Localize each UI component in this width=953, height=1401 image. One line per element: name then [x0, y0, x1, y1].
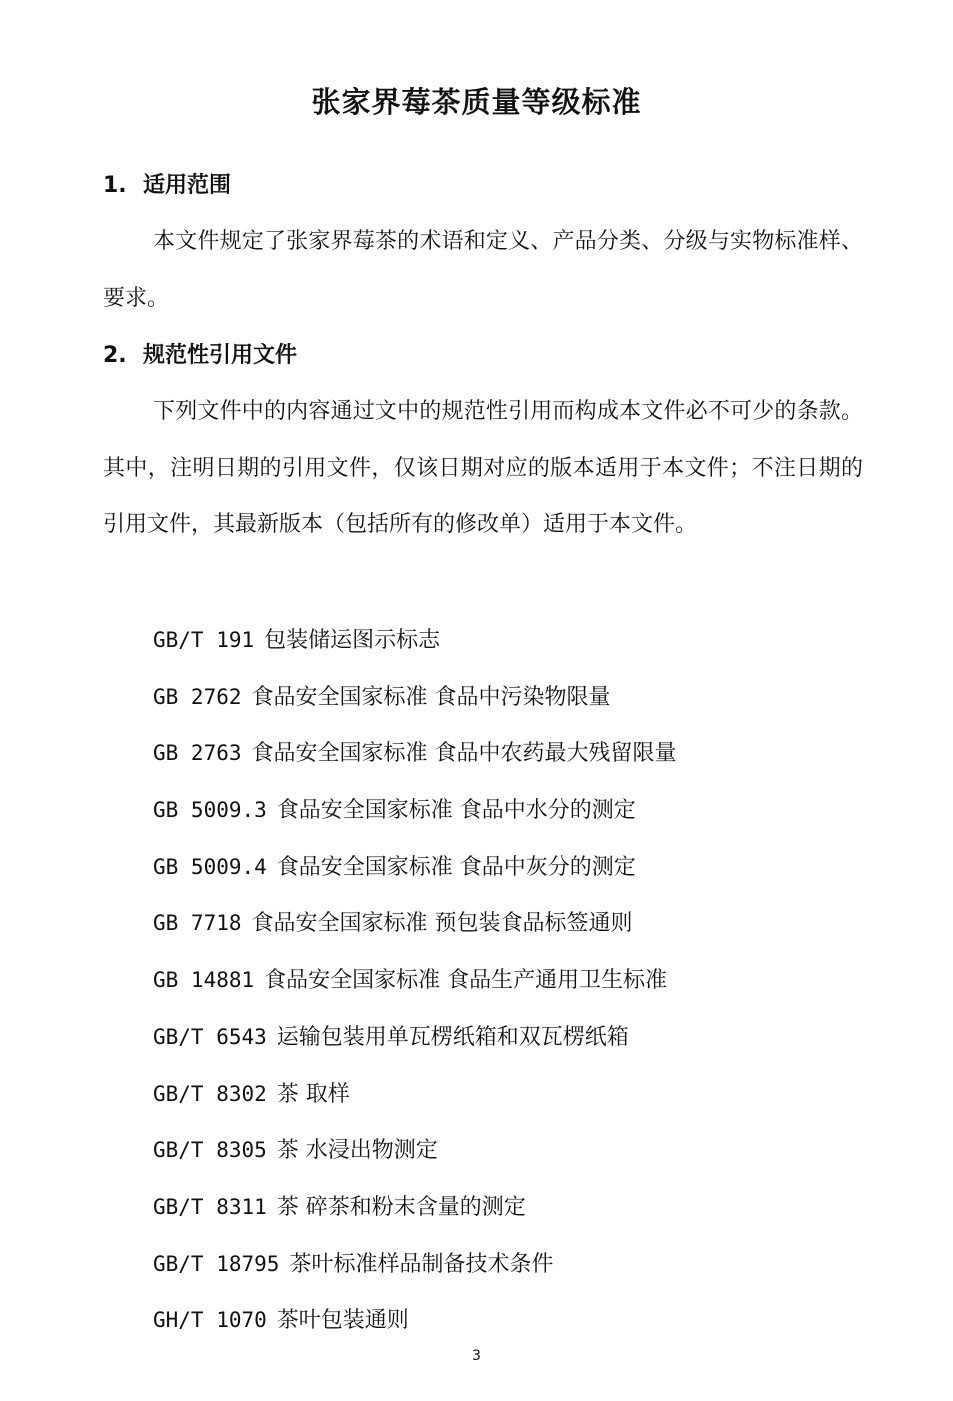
reference-name: 茶 碎茶和粉末含量的测定	[276, 1194, 526, 1220]
reference-code: GB 2762	[153, 684, 242, 709]
reference-code: GB/T 18795	[153, 1251, 280, 1276]
reference-item	[153, 1179, 677, 1236]
page-number: 3	[472, 1348, 481, 1364]
reference-item	[153, 1122, 677, 1179]
reference-code: GB/T 8311	[153, 1194, 267, 1219]
section-title: 适用范围	[143, 173, 232, 198]
reference-name: 食品安全国家标准 食品中污染物限量	[251, 684, 611, 710]
document-title: 张家界莓茶质量等级标准	[311, 85, 642, 119]
reference-name: 食品安全国家标准 食品生产通用卫生标准	[264, 968, 668, 994]
reference-code: GB/T 191	[153, 628, 255, 652]
section-title: 规范性引用文件	[143, 343, 298, 368]
reference-item	[153, 839, 677, 896]
reference-code: GB 14881	[153, 968, 255, 993]
reference-name: 茶叶包装通则	[276, 1308, 409, 1334]
reference-list	[153, 612, 677, 1349]
reference-name: 包装储运图示标志	[264, 628, 441, 653]
section-heading-scope	[103, 170, 231, 202]
reference-name: 食品安全国家标准 食品中水分的测定	[276, 798, 636, 824]
reference-item	[153, 1236, 677, 1293]
reference-name: 食品安全国家标准 预包装食品标签通则	[251, 911, 633, 937]
reference-item	[153, 895, 677, 952]
reference-item	[153, 1066, 677, 1123]
section-heading-normative-references	[103, 340, 297, 372]
section-paragraph-scope: 本文件规定了张家界莓茶的术语和定义、产品分类、分级与实物标准样、要求。	[103, 229, 863, 311]
section-number: 2.	[103, 343, 127, 368]
reference-name: 运输包装用单瓦楞纸箱和双瓦楞纸箱	[276, 1024, 629, 1050]
section-number: 1.	[103, 173, 127, 198]
reference-item	[153, 725, 677, 782]
reference-code: GB/T 8302	[153, 1081, 267, 1106]
reference-name: 茶 取样	[276, 1081, 350, 1107]
section-paragraph-normative-references: 下列文件中的内容通过文中的规范性引用而构成本文件必不可少的条款。其中，注明日期的引用文件，仅该日期对应的版本适用于本文件；不注日期的引用文件，其最新版本（包括所有的修改单）适用于本文件。	[103, 399, 863, 537]
reference-name: 茶 水浸出物测定	[276, 1138, 438, 1164]
reference-code: GH/T 1070	[153, 1308, 267, 1333]
reference-code: GB 5009.3	[153, 798, 267, 823]
reference-code: GB/T 6543	[153, 1024, 267, 1049]
reference-name: 茶叶标准样品制备技术条件	[289, 1251, 554, 1277]
reference-item	[153, 782, 677, 839]
reference-item	[153, 1009, 677, 1066]
reference-code: GB/T 8305	[153, 1138, 267, 1163]
reference-item	[153, 952, 677, 1009]
reference-item	[153, 669, 677, 726]
reference-name: 食品安全国家标准 食品中灰分的测定	[276, 854, 636, 880]
reference-code: GB 5009.4	[153, 854, 267, 879]
reference-item	[153, 1292, 677, 1349]
reference-name: 食品安全国家标准 食品中农药最大残留限量	[251, 741, 677, 767]
reference-code: GB 2763	[153, 741, 242, 766]
reference-item	[153, 612, 677, 669]
reference-code: GB 7718	[153, 911, 242, 936]
